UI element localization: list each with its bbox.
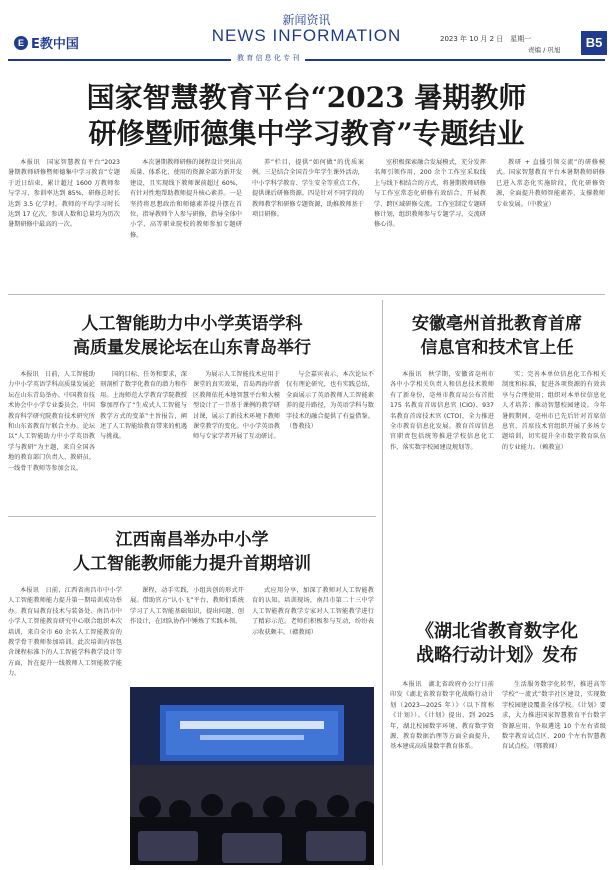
divider-forum — [8, 516, 376, 517]
nanchang-headline-line-2: 人工智能教师能力提升首期培训 — [73, 554, 311, 574]
section-title-cn: 新闻资讯 — [282, 13, 331, 27]
hubei-headline-line-1: 《湖北省教育数字化 — [416, 621, 578, 642]
training-photo — [130, 687, 374, 865]
forum-col-2: 国的目标、任务和要求，深刻剖析了数字化教育的潜力和作用。上海师范大学教育学院教授黎加厚作了“生成式人工智能与教学方式的变革”主旨报告，阐述了人工智能给教育带来的机遇与挑战。 — [100, 371, 187, 441]
lead-col-1: 本报讯 国家智慧教育平台“2023 暑期教师研修暨师德集中学习教育”专题于近日结束，累计超过 1600 万教师参与学习，参训率达到 85%，研修总时长达到 3.5 亿学时。教师的平均学习时长达到 17 亿次，参训人数和总量均为历次暑期研修中最高的一次。 — [8, 159, 120, 229]
bozhou-headline-line-1: 安徽亳州首批教育首席 — [412, 314, 582, 334]
masthead — [0, 0, 613, 66]
lead-col-3: 养”栏目，提供“如何做”的优质案例。三是结合全国青少年学生课外活动，中小学科学教育、学生安全等重点工作，提供课后研修资源。四是针对不同学段的教师教学和研修专题资源，助推教师基于项目研修。 — [252, 159, 364, 219]
lead-col-5: 教研 + 直播引领交流”的研修模式。国家智慧教育平台本暑期教师研修已进入常态化实施阶段，优化研修资源，全面提升教师智能素养，支撑教师专业发展。（中教宣） — [496, 159, 605, 208]
forum-col-4: 与会嘉宾表示，本次论坛不仅有理论研究，也有实践总结，全面展示了英语教师人工智能素养的提升路径，为英语学科与数字技术的融合提供了有益借鉴。（鲁教技） — [286, 371, 374, 431]
hubei-col-1: 本报讯 湖北省政府办公厅日前印发《湖北省教育数字化战略行动计划（2023—2025 年）》（以下简称《计划》）。《计划》提出，到 2025 年，湖北校园数字环境、教育数字资源、教育数据治理等方面全面提升，基本建成高质量数字教育体系。 — [390, 681, 494, 751]
section-title-en: NEWS INFORMATION — [211, 26, 402, 45]
masthead-rule — [8, 59, 605, 61]
divider-vertical-lower — [382, 600, 383, 865]
lead-col-2: 本次暑期教师研修的课程设计突出高质量、体系化、使用的资源全部为新开发建设，且实现线下教师课前超过 60%，有针对性地帮助教师提升核心素养。一是坚持将思想政治和师德素养提升摆在首位，指导教师个人参与研修，指导全体中小学、高等职业院校的教师参加专题研修。 — [130, 159, 242, 239]
forum-col-3: 为展示人工智能技术应用于课堂的真实效果，青岛西海岸新区教师依托本地智慧平台和大模型设计了一节基于课例的教学研讨课，展示了新技术环境下教师课堂教学的变化。中小学英语教师与专家学者开展了互动研讨。 — [193, 371, 280, 441]
page-number-badge: B5 — [581, 31, 607, 55]
bozhou-col-1: 本报讯 秋学期，安徽省亳州市各中小学相关负责人和信息技术教师有了新身份，亳州市教育局公布首批 175 名教育首席信息官 (CIO)、937 名教育首席技术官 (CTO)，全力推进全市教育信息化发展。教育首席信息官职责包括统筹推进学校信息化工作，落实数字校园建设规划等。 — [390, 371, 494, 451]
forum-headline-line-1: 人工智能助力中小学英语学科 — [81, 314, 303, 334]
hubei-col-2: 生活服务数字化转型，推进高等学校“一流式”数字社区建设，实现数字校园建设覆盖全体学校。《计划》要求，大力推进国家智慧教育平台数字资源应用，争取遴选 10 个左右省级数字教育试点区、200 个左右智慧教育试点校。（鄂教闻） — [502, 681, 606, 751]
nanchang-col-1: 本报讯 日前，江西省南昌市中小学人工智能教师能力提升第一期培训成功举办。教育局教育技术与装备处、南昌市中小学人工智能教育研究中心联合组织本次培训，来自全市 60 余名人工智能教育的教学骨干教师参加培训。此次培训内容包含课程标准下的人工智能学科教学设计等方面，旨在提升一线教师人工智能教学能力。 — [8, 587, 122, 678]
bozhou-headline-line-2: 信息官和技术官上任 — [420, 338, 574, 358]
divider-lead — [8, 294, 605, 295]
forum-headline-line-2: 高质量发展论坛在山东青岛举行 — [73, 338, 311, 358]
nanchang-col-3: 式应用分享，加深了教师对人工智能教育的认知。培训现场，南昌市第二十三中学人工智能教育教学专家对人工智能教学进行了精彩示范。老师们积极参与互动，纷纷表示收获颇丰。（赣教闻） — [252, 587, 374, 636]
logo-text: E教中国 — [31, 37, 79, 52]
nanchang-col-2: 课程，动手实践，小组共创的形式开展。借助官方“认小飞”平台，教师们系统学习了人工智能基础知识，提出问题、创作设计，在团队协作中锤炼了实践本领。 — [130, 587, 244, 626]
page-editor: 责编 / 巩旭 — [528, 46, 561, 54]
lead-col-4: 室积极探索融合发展模式，充分发挥名师引领作用，200 余个工作室采取线上与线下相结合的方式，将暑期教师研修与工作室常态化研修有效结合，开展教学、跨区域研修交流。工作室制定专题研修计划，组织教师参与专题学习，交流研修心得。 — [374, 159, 486, 229]
e-logo-icon: E — [14, 36, 28, 50]
forum-col-1: 本报讯 日前，人工智能助力中小学英语学科高质量发展论坛在山东青岛举办。中国教育技术协会中小学专业委员会、中国教育科学研究院教育技术研究所和山东省教育厅联合主办。论坛以“人工智能助力中小学英语教学与教研”为主题，来自全国各地的教育部门负责人、教研员、一线骨干教师等参加会议。 — [8, 371, 95, 472]
tagline: 教 育 信 息 化 专 刊 — [231, 53, 305, 63]
training-photo-illustration — [130, 687, 374, 865]
hubei-headline-line-2: 战略行动计划》发布 — [416, 645, 578, 666]
issue-date: 2023 年 10 月 2 日 星期一 — [440, 35, 532, 43]
bozhou-col-2: 实；完善本单位信息化工作相关制度和标准，促进各项资源的有效共享与合理使用；组织对本单位信息化人才培养；推动智慧校园建设。今年暑假期间，亳州市已先后针对首席信息官、首席技术官组织开展了多场专题培训，切实提升全市数字教育队伍的专业能力。（赖教宣） — [502, 371, 606, 451]
lead-headline-line-2: 研修暨师德集中学习教育”专题结业 — [88, 117, 525, 150]
divider-vertical — [382, 300, 383, 600]
lead-headline-line-1: 国家智慧教育平台“2023 暑期教师 — [86, 81, 527, 114]
nanchang-headline-line-1: 江西南昌举办中小学 — [115, 530, 269, 550]
